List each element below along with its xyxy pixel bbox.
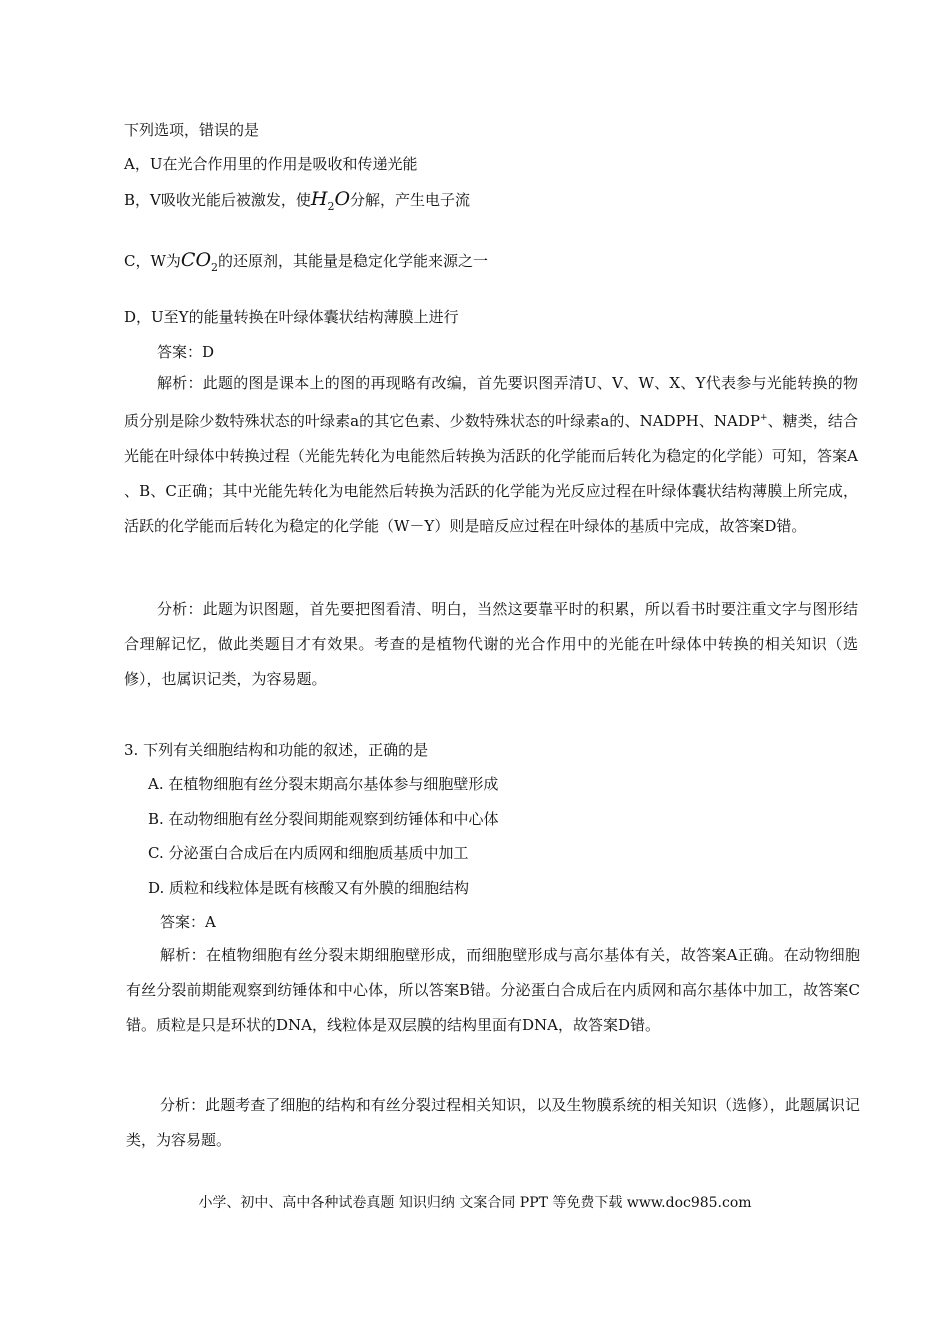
q3-stem: 3. 下列有关细胞结构和功能的叙述，正确的是 xyxy=(124,741,429,759)
q2-option-d: D，U至Y的能量转换在叶绿体囊状结构薄膜上进行 xyxy=(124,308,459,326)
q2-option-a: A，U在光合作用里的作用是吸收和传递光能 xyxy=(124,155,418,173)
q2-option-c-text-post: 的还原剂，其能量是稳定化学能来源之一 xyxy=(218,252,489,270)
q2-commentary: 分析：此题为识图题，首先要把图看清、明白，当然这要靠平时的积累，所以看书时要注重文字与图形结合理解记忆，做此类题目才有效果。考查的是植物代谢的光合作用中的光能在叶绿体中转换的相关知识（选修），也属识记类，为容易题。 xyxy=(124,600,858,688)
q2-answer: 答案：D xyxy=(157,343,215,361)
q3-analysis: 解析：在植物细胞有丝分裂末期细胞壁形成，而细胞壁形成与高尔基体有关，故答案A正确。在动物细胞有丝分裂前期能观察到纺锤体和中心体，所以答案B错。分泌蛋白合成后在内质网和高尔基体中加工，故答案C错。质粒是只是环状的DNA，线粒体是双层膜的结构里面有DNA，故答案D错。 xyxy=(126,946,860,1034)
q3-commentary: 分析：此题考查了细胞的结构和有丝分裂过程相关知识，以及生物膜系统的相关知识（选修），此题属识记类，为容易题。 xyxy=(126,1096,860,1149)
q3-option-d: D. 质粒和线粒体是既有核酸又有外膜的细胞结构 xyxy=(148,879,470,897)
h2o-formula: $H_2O$ xyxy=(310,188,351,213)
co2-formula: $CO_2$ xyxy=(180,249,219,274)
q2-option-b-text-post: 分解，产生电子流 xyxy=(350,191,471,209)
q2-analysis: 解析：此题的图是课本上的图的再现略有改编，首先要识图弄清U、V、W、X、Y代表参与光能转换的物质分别是除少数特殊状态的叶绿素a的其它色素、少数特殊状态的叶绿素a的、NADPH、NADP+、糖类，结合光能在叶绿体中转换过程（光能先转化为电能然后转换为活跃的化学能而后转化为稳定的化学能）可知，答案A 、B、C正确；其中光能先转化为电能然后转换为活跃的化学能为光反应过程在叶绿体囊状结构薄膜上所完成，活跃的化学能而后转化为稳定的化学能（W－Y）则是暗反应过程在叶绿体的基质中完成，故答案D错。 xyxy=(124,374,858,535)
q2-option-b xyxy=(124,189,470,217)
q2-stem: 下列选项，错误的是 xyxy=(124,121,260,139)
q3-option-a: A. 在植物细胞有丝分裂末期高尔基体参与细胞壁形成 xyxy=(148,775,499,793)
q3-option-c: C. 分泌蛋白合成后在内质网和细胞质基质中加工 xyxy=(148,844,469,862)
q2-option-b-text-pre: B，V吸收光能后被激发，使 xyxy=(124,191,311,209)
q2-option-c xyxy=(124,250,488,278)
q2-option-c-text-pre: C，W为 xyxy=(124,252,181,270)
q3-answer: 答案：A xyxy=(160,913,216,931)
page-footer: 小学、初中、高中各种试卷真题 知识归纳 文案合同 PPT 等免费下载 www.doc985.com xyxy=(198,1195,752,1211)
q3-option-b: B. 在动物细胞有丝分裂间期能观察到纺锤体和中心体 xyxy=(148,810,499,828)
